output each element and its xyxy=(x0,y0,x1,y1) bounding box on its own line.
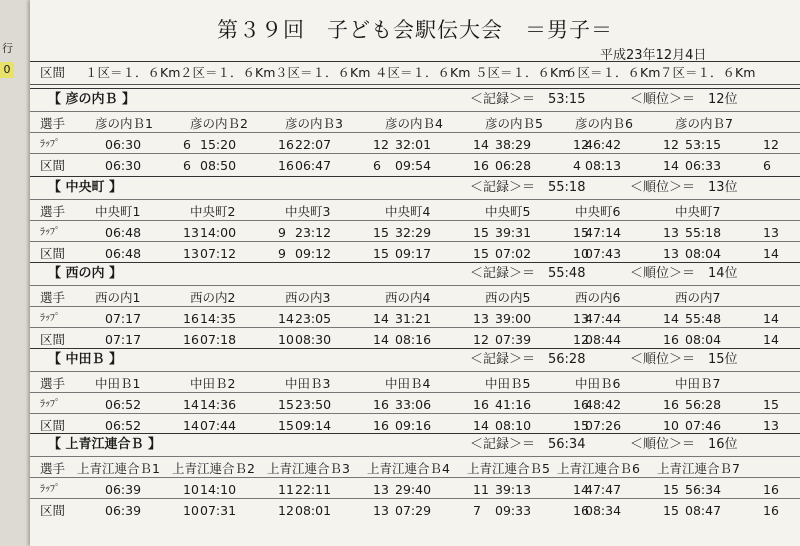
row-label: ﾗｯﾌﾟ xyxy=(40,139,60,150)
lap-time: 56:28 xyxy=(685,397,722,412)
runner-name: 上青江連合Ｂ5 xyxy=(467,461,550,476)
lap-rank: 16 xyxy=(373,397,389,412)
split-rank: 16 xyxy=(663,332,679,347)
lap-time: 06:52 xyxy=(105,397,142,412)
split-rank: 14 xyxy=(373,332,389,347)
runner-name: 中田Ｂ5 xyxy=(485,376,531,391)
split-time: 09:14 xyxy=(295,418,332,433)
lap-rank: 15 xyxy=(763,397,779,412)
split-time: 06:28 xyxy=(495,158,532,173)
lap-rank: 11 xyxy=(473,482,489,497)
lap-rank: 15 xyxy=(663,482,679,497)
split-time: 07:18 xyxy=(200,332,237,347)
split-time: 08:50 xyxy=(200,158,237,173)
split-rank: 14 xyxy=(763,332,779,347)
split-rank: 13 xyxy=(663,246,679,261)
runner-name: 中央町6 xyxy=(575,204,621,219)
split-time: 06:47 xyxy=(295,158,332,173)
split-time: 08:47 xyxy=(685,503,722,518)
lap-time: 47:47 xyxy=(585,482,622,497)
split-time: 09:17 xyxy=(395,246,432,261)
row-label: 区間 xyxy=(40,246,66,261)
split-time: 08:30 xyxy=(295,332,332,347)
lap-rank: 15 xyxy=(278,397,294,412)
section-item-3: ３区＝１．６Km xyxy=(275,65,371,80)
section-label: 区間 xyxy=(40,65,66,80)
split-rank: 14 xyxy=(763,246,779,261)
lap-time: 22:07 xyxy=(295,137,332,152)
split-time: 07:12 xyxy=(200,246,237,261)
team-record: ＜記録＞＝ 55:48 xyxy=(470,266,586,281)
runner-name: 彦の内Ｂ4 xyxy=(385,116,443,131)
team-record: ＜記録＞＝ 56:34 xyxy=(470,437,586,452)
runner-name: 中央町2 xyxy=(190,204,236,219)
team-header xyxy=(30,88,800,111)
results-sheet xyxy=(30,0,800,546)
section-item-6: ６区＝１．６Km xyxy=(565,65,661,80)
lap-time: 56:34 xyxy=(685,482,722,497)
lap-time: 15:20 xyxy=(200,137,237,152)
lap-rank: 13 xyxy=(663,225,679,240)
split-time: 06:33 xyxy=(685,158,722,173)
lap-rank: 14 xyxy=(183,397,199,412)
split-time: 06:48 xyxy=(105,246,142,261)
split-rank: 6 xyxy=(183,158,191,173)
lap-time: 39:13 xyxy=(495,482,532,497)
row-label: 選手 xyxy=(40,461,66,476)
lap-rank: 16 xyxy=(763,482,779,497)
split-time: 09:12 xyxy=(295,246,332,261)
runner-name: 彦の内Ｂ2 xyxy=(190,116,248,131)
runner-name: 彦の内Ｂ5 xyxy=(485,116,543,131)
lap-rank: 14 xyxy=(663,311,679,326)
section-item-2: ２区＝１．６Km xyxy=(180,65,276,80)
lap-time: 53:15 xyxy=(685,137,722,152)
lap-time: 55:48 xyxy=(685,311,722,326)
split-rank: 6 xyxy=(373,158,381,173)
split-time: 06:30 xyxy=(105,158,142,173)
lap-time: 41:16 xyxy=(495,397,532,412)
lap-time: 39:31 xyxy=(495,225,532,240)
split-rank: 15 xyxy=(473,246,489,261)
lap-time: 33:06 xyxy=(395,397,432,412)
lap-rank: 13 xyxy=(373,482,389,497)
lap-time: 39:00 xyxy=(495,311,532,326)
team-name: 【 中田Ｂ 】 xyxy=(48,352,123,367)
row-label: ﾗｯﾌﾟ xyxy=(40,227,60,238)
lap-rank: 6 xyxy=(183,137,191,152)
lap-rank: 16 xyxy=(663,397,679,412)
lap-time: 14:35 xyxy=(200,311,237,326)
split-rank: 14 xyxy=(183,418,199,433)
row-label: 区間 xyxy=(40,158,66,173)
row-label: 区間 xyxy=(40,503,66,518)
runner-name: 上青江連合Ｂ7 xyxy=(657,461,740,476)
split-rank: 13 xyxy=(373,503,389,518)
team-header xyxy=(30,433,800,456)
runner-name: 中田Ｂ1 xyxy=(95,376,141,391)
runner-name: 中田Ｂ7 xyxy=(675,376,721,391)
lap-rank: 16 xyxy=(183,311,199,326)
edge-label: 行 xyxy=(2,42,13,55)
runner-name: 上青江連合Ｂ2 xyxy=(172,461,255,476)
lap-time: 29:40 xyxy=(395,482,432,497)
row-label: 選手 xyxy=(40,116,66,131)
runner-name: 上青江連合Ｂ1 xyxy=(77,461,160,476)
team-header xyxy=(30,176,800,199)
runner-name: 中央町7 xyxy=(675,204,721,219)
team-rank: ＜順位＞＝ 12位 xyxy=(630,92,738,107)
runner-name: 西の内4 xyxy=(385,290,431,305)
team-name: 【 中央町 】 xyxy=(48,180,123,195)
runner-name: 彦の内Ｂ7 xyxy=(675,116,733,131)
lap-rank: 13 xyxy=(473,311,489,326)
runner-name: 西の内3 xyxy=(285,290,331,305)
lap-rank: 14 xyxy=(278,311,294,326)
split-time: 08:16 xyxy=(395,332,432,347)
lap-time: 32:29 xyxy=(395,225,432,240)
split-time: 07:02 xyxy=(495,246,532,261)
team-rank: ＜順位＞＝ 13位 xyxy=(630,180,738,195)
runner-name: 中田Ｂ6 xyxy=(575,376,621,391)
runner-name: 彦の内Ｂ6 xyxy=(575,116,633,131)
lap-time: 38:29 xyxy=(495,137,532,152)
lap-rank: 14 xyxy=(573,482,589,497)
row-label: ﾗｯﾌﾟ xyxy=(40,399,60,410)
lap-rank: 12 xyxy=(763,137,779,152)
split-time: 06:52 xyxy=(105,418,142,433)
section-item-5: ５区＝１．６Km xyxy=(475,65,571,80)
split-time: 08:10 xyxy=(495,418,532,433)
runner-name: 西の内6 xyxy=(575,290,621,305)
lap-rank: 16 xyxy=(573,397,589,412)
row-label: 選手 xyxy=(40,290,66,305)
split-rank: 10 xyxy=(663,418,679,433)
runner-name: 中央町4 xyxy=(385,204,431,219)
lap-time: 48:42 xyxy=(585,397,622,412)
split-time: 07:44 xyxy=(200,418,237,433)
row-label: 区間 xyxy=(40,332,66,347)
lap-rank: 13 xyxy=(763,225,779,240)
lap-time: 47:44 xyxy=(585,311,622,326)
split-rank: 13 xyxy=(763,418,779,433)
lap-time: 14:10 xyxy=(200,482,237,497)
split-time: 08:01 xyxy=(295,503,332,518)
runner-name: 中田Ｂ3 xyxy=(285,376,331,391)
lap-rank: 11 xyxy=(278,482,294,497)
lap-rank: 14 xyxy=(373,311,389,326)
split-time: 08:34 xyxy=(585,503,622,518)
split-time: 07:26 xyxy=(585,418,622,433)
lap-time: 14:00 xyxy=(200,225,237,240)
row-label: ﾗｯﾌﾟ xyxy=(40,484,60,495)
split-time: 08:04 xyxy=(685,332,722,347)
team-record: ＜記録＞＝ 53:15 xyxy=(470,92,586,107)
lap-rank: 14 xyxy=(473,137,489,152)
split-rank: 10 xyxy=(183,503,199,518)
lap-time: 14:36 xyxy=(200,397,237,412)
lap-rank: 15 xyxy=(373,225,389,240)
lap-time: 23:50 xyxy=(295,397,332,412)
runner-name: 中央町5 xyxy=(485,204,531,219)
lap-time: 06:48 xyxy=(105,225,142,240)
edge-highlight-label: 0 xyxy=(0,62,14,78)
runner-name: 西の内2 xyxy=(190,290,236,305)
lap-rank: 16 xyxy=(278,137,294,152)
split-rank: 16 xyxy=(573,503,589,518)
runner-name: 中田Ｂ2 xyxy=(190,376,236,391)
lap-time: 32:01 xyxy=(395,137,432,152)
split-time: 09:54 xyxy=(395,158,432,173)
split-rank: 14 xyxy=(473,418,489,433)
lap-rank: 16 xyxy=(473,397,489,412)
split-rank: 16 xyxy=(278,158,294,173)
runner-name: 上青江連合Ｂ6 xyxy=(557,461,640,476)
split-rank: 10 xyxy=(278,332,294,347)
lap-time: 55:18 xyxy=(685,225,722,240)
runner-name: 西の内1 xyxy=(95,290,141,305)
split-time: 09:16 xyxy=(395,418,432,433)
split-rank: 12 xyxy=(278,503,294,518)
lap-time: 23:12 xyxy=(295,225,332,240)
lap-rank: 13 xyxy=(183,225,199,240)
row-label: 区間 xyxy=(40,418,66,433)
split-time: 07:31 xyxy=(200,503,237,518)
section-distance-bar xyxy=(30,61,800,85)
runner-name: 中田Ｂ4 xyxy=(385,376,431,391)
lap-time: 07:17 xyxy=(105,311,142,326)
runner-name: 西の内5 xyxy=(485,290,531,305)
section-item-4: ４区＝１．６Km xyxy=(375,65,471,80)
row-label: 選手 xyxy=(40,204,66,219)
team-name: 【 西の内 】 xyxy=(48,266,123,281)
lap-time: 46:42 xyxy=(585,137,622,152)
split-rank: 10 xyxy=(573,246,589,261)
runner-name: 西の内7 xyxy=(675,290,721,305)
team-header xyxy=(30,262,800,285)
split-rank: 16 xyxy=(473,158,489,173)
split-rank: 13 xyxy=(183,246,199,261)
lap-rank: 10 xyxy=(183,482,199,497)
split-rank: 4 xyxy=(573,158,581,173)
split-rank: 15 xyxy=(373,246,389,261)
split-rank: 16 xyxy=(183,332,199,347)
team-rank: ＜順位＞＝ 14位 xyxy=(630,266,738,281)
split-rank: 15 xyxy=(573,418,589,433)
runner-name: 彦の内Ｂ1 xyxy=(95,116,153,131)
split-time: 07:39 xyxy=(495,332,532,347)
lap-time: 23:05 xyxy=(295,311,332,326)
event-date: 平成23年12月4日 xyxy=(600,48,707,63)
runner-name: 彦の内Ｂ3 xyxy=(285,116,343,131)
split-time: 07:46 xyxy=(685,418,722,433)
split-time: 07:29 xyxy=(395,503,432,518)
split-rank: 9 xyxy=(278,246,286,261)
page-title: 第３９回 子ども会駅伝大会 ＝男子＝ xyxy=(217,18,613,42)
lap-time: 22:11 xyxy=(295,482,332,497)
runner-name: 上青江連合Ｂ3 xyxy=(267,461,350,476)
lap-rank: 14 xyxy=(763,311,779,326)
lap-time: 06:39 xyxy=(105,482,142,497)
split-rank: 6 xyxy=(763,158,771,173)
lap-rank: 9 xyxy=(278,225,286,240)
lap-rank: 15 xyxy=(573,225,589,240)
split-rank: 15 xyxy=(663,503,679,518)
split-time: 09:33 xyxy=(495,503,532,518)
lap-rank: 15 xyxy=(473,225,489,240)
lap-time: 31:21 xyxy=(395,311,432,326)
runner-name: 中央町3 xyxy=(285,204,331,219)
split-row xyxy=(30,153,800,177)
team-record: ＜記録＞＝ 56:28 xyxy=(470,352,586,367)
split-time: 08:04 xyxy=(685,246,722,261)
team-header xyxy=(30,348,800,371)
section-item-7: ７区＝１．６Km xyxy=(660,65,756,80)
runner-name: 上青江連合Ｂ4 xyxy=(367,461,450,476)
lap-rank: 12 xyxy=(663,137,679,152)
split-time: 07:43 xyxy=(585,246,622,261)
row-label: 選手 xyxy=(40,376,66,391)
split-time: 07:17 xyxy=(105,332,142,347)
team-rank: ＜順位＞＝ 15位 xyxy=(630,352,738,367)
split-rank: 16 xyxy=(763,503,779,518)
adjacent-page-edge xyxy=(0,0,30,546)
split-rank: 7 xyxy=(473,503,481,518)
split-time: 08:44 xyxy=(585,332,622,347)
lap-rank: 12 xyxy=(573,137,589,152)
team-name: 【 上青江連合Ｂ 】 xyxy=(48,437,162,452)
split-rank: 14 xyxy=(663,158,679,173)
team-record: ＜記録＞＝ 55:18 xyxy=(470,180,586,195)
split-rank: 12 xyxy=(473,332,489,347)
lap-time: 06:30 xyxy=(105,137,142,152)
runner-name: 中央町1 xyxy=(95,204,141,219)
lap-rank: 12 xyxy=(373,137,389,152)
section-item-1: １区＝１．６Km xyxy=(85,65,181,80)
split-time: 06:39 xyxy=(105,503,142,518)
team-name: 【 彦の内Ｂ 】 xyxy=(48,92,136,107)
row-label: ﾗｯﾌﾟ xyxy=(40,313,60,324)
split-row xyxy=(30,498,800,522)
lap-rank: 13 xyxy=(573,311,589,326)
team-rank: ＜順位＞＝ 16位 xyxy=(630,437,738,452)
split-rank: 12 xyxy=(573,332,589,347)
lap-time: 47:14 xyxy=(585,225,622,240)
split-rank: 16 xyxy=(373,418,389,433)
split-time: 08:13 xyxy=(585,158,622,173)
split-rank: 15 xyxy=(278,418,294,433)
